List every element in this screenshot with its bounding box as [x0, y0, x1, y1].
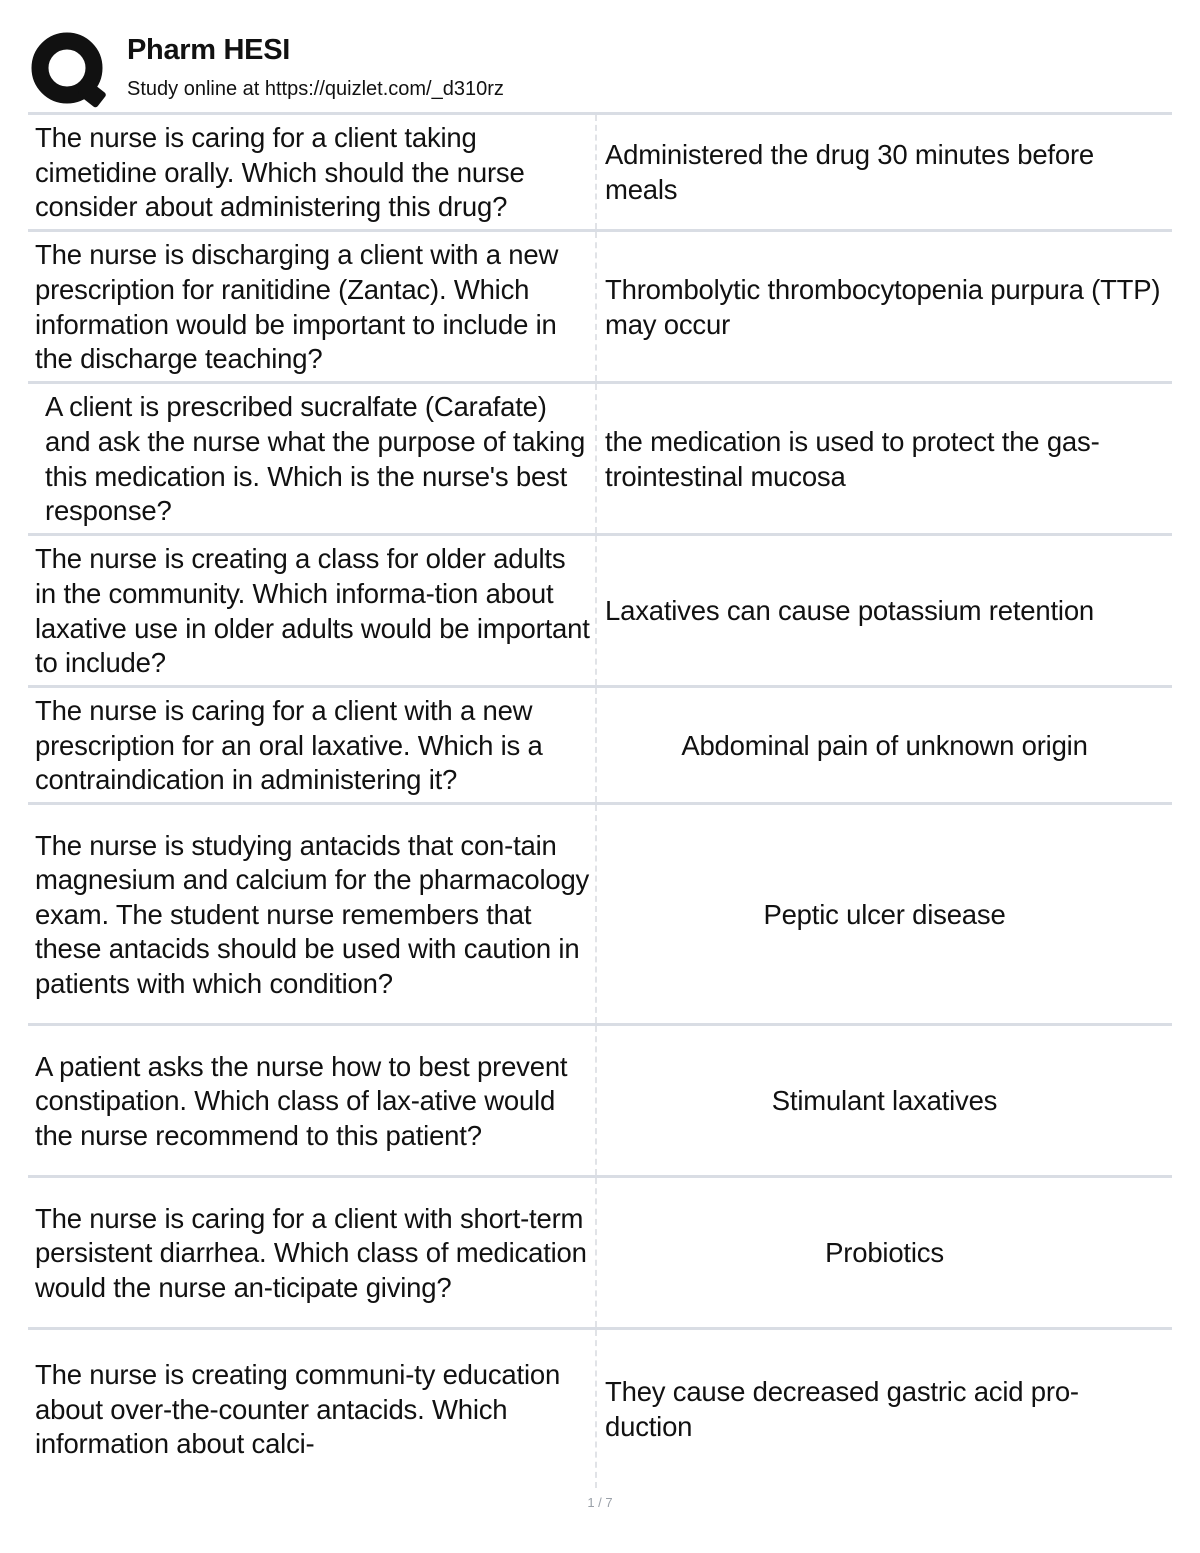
definition-cell: the medication is used to protect the gas-trointestinal mucosa	[605, 425, 1100, 492]
term-cell: The nurse is studying antacids that con-tain magnesium and calcium for the pharmacology exam. The student nurse remembers that these antacids should be used with caution in patients with which condition?	[28, 805, 597, 1023]
card-row	[28, 1026, 1172, 1178]
page-header	[30, 28, 1172, 112]
term-cell: The nurse is caring for a client with short-term persistent diarrhea. Which class of medication would the nurse an-ticipate giving?	[28, 1178, 597, 1327]
study-link[interactable]: Study online at https://quizlet.com/_d310rz	[127, 78, 504, 100]
card-row	[28, 688, 1172, 805]
definition-cell: They cause decreased gastric acid pro-duction	[605, 1376, 1079, 1442]
definition-cell: Peptic ulcer disease	[763, 898, 1006, 930]
card-row	[28, 115, 1172, 232]
term-cell: The nurse is creating communi-ty education about over-the-counter antacids. Which information about calci-	[28, 1330, 597, 1488]
term-cell: The nurse is caring for a client with a new prescription for an oral laxative. Which is a contraindication in administering it?	[28, 688, 597, 802]
definition-cell: Thrombolytic thrombocytopenia purpura (TTP) may occur	[605, 273, 1161, 340]
definition-cell: Abdominal pain of unknown origin	[681, 729, 1088, 761]
definition-cell: Laxatives can cause potassium retention	[605, 595, 1095, 627]
term-cell: The nurse is caring for a client taking cimetidine orally. Which should the nurse consider about administering this drug?	[28, 115, 597, 229]
flashcard-table	[28, 112, 1172, 1488]
card-row	[28, 805, 1172, 1026]
card-row	[28, 1330, 1172, 1488]
page-number: 1 / 7	[587, 1495, 613, 1510]
definition-cell: Probiotics	[825, 1237, 944, 1269]
card-row	[28, 384, 1172, 536]
card-row	[28, 1178, 1172, 1330]
card-row	[28, 232, 1172, 384]
document-title: Pharm HESI	[127, 34, 290, 66]
quizlet-logo-icon	[30, 30, 108, 108]
term-cell: A client is prescribed sucralfate (Carafate) and ask the nurse what the purpose of taking this medication is. Which is the nurse's best response?	[28, 384, 597, 533]
term-cell: The nurse is creating a class for older adults in the community. Which informa-tion about laxative use in older adults would be important to include?	[28, 536, 597, 685]
term-cell: The nurse is discharging a client with a new prescription for ranitidine (Zantac). Which information would be important to include in the discharge teaching?	[28, 232, 597, 381]
card-row	[28, 536, 1172, 688]
definition-cell: Administered the drug 30 minutes before meals	[605, 139, 1095, 205]
term-cell: A patient asks the nurse how to best prevent constipation. Which class of lax-ative would the nurse recommend to this patient?	[28, 1026, 597, 1175]
definition-cell: Stimulant laxatives	[771, 1085, 998, 1117]
